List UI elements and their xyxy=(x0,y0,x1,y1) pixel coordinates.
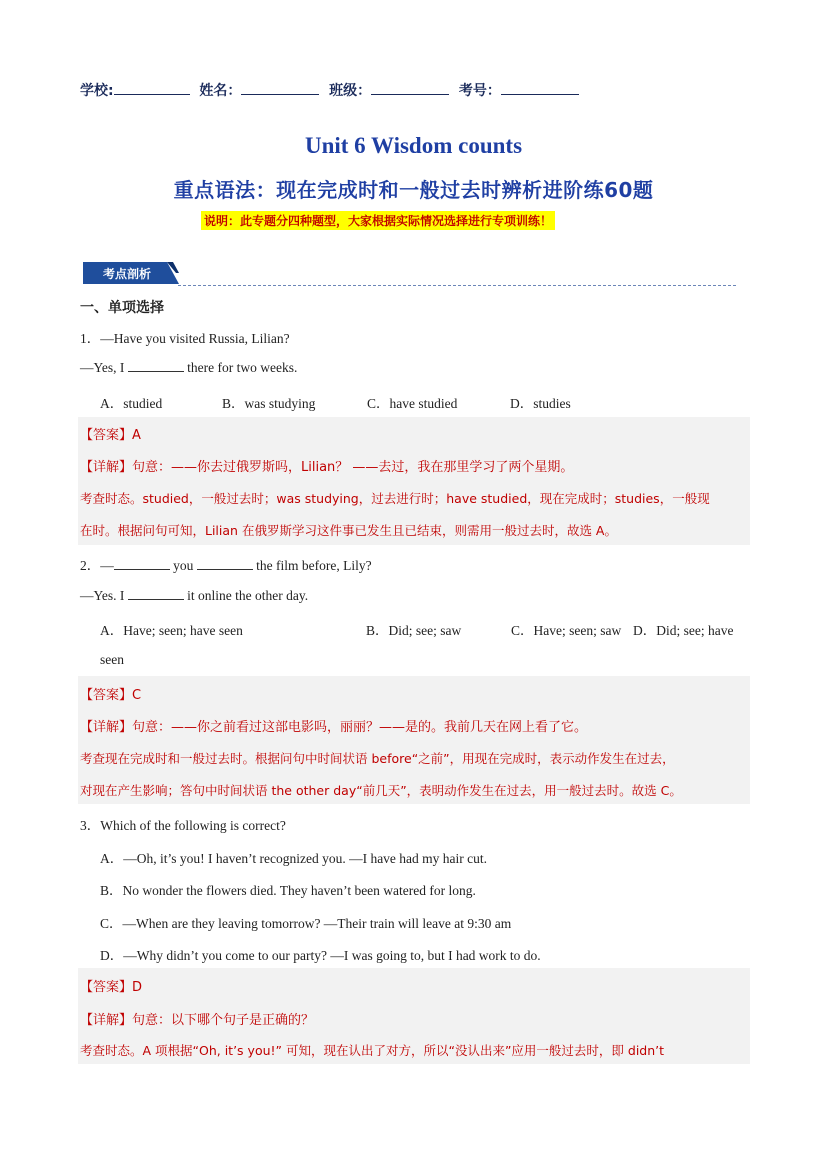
question-1-blank[interactable] xyxy=(128,359,184,372)
question-2-response-pre: —Yes. I xyxy=(80,588,128,603)
question-1-option-d[interactable]: D．studies xyxy=(510,396,571,411)
question-1-option-c[interactable]: C．have studied xyxy=(367,396,458,411)
question-1-detail-label: 【详解】 xyxy=(80,460,133,475)
question-3-detail-text-1: 句意：以下哪个句子是正确的？ xyxy=(132,1013,315,1028)
school-label: 学校: xyxy=(80,83,114,99)
question-2-option-b[interactable]: B．Did; see; saw xyxy=(366,623,462,638)
question-3-option-d[interactable]: D．—Why didn’t you come to our party? —I was going to, but I had work to do. xyxy=(100,948,541,963)
class-label: 班级： xyxy=(329,83,372,99)
question-1-detail-line-3: 在时。根据问句可知，Lilian 在俄罗斯学习这件事已发生且已结束，则需用一般过去时，故选 A。 xyxy=(80,523,617,538)
question-1-option-b[interactable]: B．was studying xyxy=(222,396,316,411)
page-title: Unit 6 Wisdom counts xyxy=(304,133,523,158)
question-1-detail-line-1 xyxy=(80,456,573,475)
section-tag xyxy=(83,260,179,286)
instruction-note: 说明：此专题分四种题型，大家根据实际情况选择进行专项训练！ xyxy=(201,211,555,230)
question-2-response-post: it online the other day. xyxy=(183,588,309,603)
question-1-response-post: there for two weeks. xyxy=(183,360,298,375)
name-label: 姓名： xyxy=(199,83,242,99)
question-1-response-pre: —Yes, I xyxy=(80,360,128,375)
class-field[interactable] xyxy=(371,80,449,95)
question-2-answer-label: 【答案】 xyxy=(80,688,133,703)
question-3-detail-label: 【详解】 xyxy=(80,1013,133,1028)
question-3-answer xyxy=(80,976,142,995)
question-1-answer xyxy=(80,424,141,443)
question-2-option-a[interactable]: A．Have; seen; have seen xyxy=(100,623,243,638)
question-2-stem xyxy=(80,554,372,574)
exam-no-label: 考号： xyxy=(458,83,501,99)
question-2-detail-line-2: 考查现在完成时和一般过去时。根据问句中时间状语 before“之前”，用现在完成时，表示动作发生在过去， xyxy=(80,751,675,766)
question-2-stem-a: 2．— xyxy=(80,558,114,573)
question-2-blank-1[interactable] xyxy=(114,557,170,570)
question-2-detail-text-1: 句意：——你之前看过这部电影吗，丽丽？——是的。我前几天在网上看了它。 xyxy=(132,720,588,735)
question-2-option-d[interactable]: D．Did; see; have xyxy=(633,623,734,638)
question-3-option-b[interactable]: B．No wonder the flowers died. They haven’t been watered for long. xyxy=(100,883,476,898)
question-1-answer-value: A xyxy=(132,428,141,443)
question-2-answer xyxy=(80,684,141,703)
question-1-response xyxy=(80,359,297,376)
question-1-detail-line-2: 考查时态。studied，一般过去时；was studying，过去进行时；have studied，现在完成时；studies，一般现 xyxy=(80,491,710,506)
question-2-detail-line-3: 对现在产生影响；答句中时间状语 the other day“前几天”，表明动作发生在过去，用一般过去时。故选 C。 xyxy=(80,783,682,798)
question-1-stem: 1．—Have you visited Russia, Lilian? xyxy=(80,331,290,346)
question-3-answer-value: D xyxy=(132,980,143,995)
page-subtitle: 重点语法：现在完成时和一般过去时辨析进阶练60题 xyxy=(173,178,654,202)
school-field[interactable] xyxy=(114,80,190,95)
question-2-option-d-wrap: seen xyxy=(100,652,124,667)
exam-no-field[interactable] xyxy=(501,80,579,95)
question-1-detail-text-1: 句意：——你去过俄罗斯吗，Lilian？ ——去过，我在那里学习了两个星期。 xyxy=(132,460,574,475)
name-field[interactable] xyxy=(241,80,319,95)
question-3-option-c[interactable]: C．—When are they leaving tomorrow? —Their train will leave at 9:30 am xyxy=(100,916,512,931)
question-2-stem-b: you xyxy=(169,558,197,573)
question-1-answer-label: 【答案】 xyxy=(80,428,133,443)
section-tag-label: 考点剖析 xyxy=(103,267,152,281)
question-2-response xyxy=(80,587,308,604)
question-2-answer-value: C xyxy=(132,688,142,703)
section-divider xyxy=(178,285,736,286)
question-2-stem-c: the film before, Lily? xyxy=(252,558,372,573)
question-3-answer-label: 【答案】 xyxy=(80,980,133,995)
section-heading: 一、单项选择 xyxy=(80,300,164,316)
question-3-option-a[interactable]: A．—Oh, it’s you! I haven’t recognized you. —I have had my hair cut. xyxy=(100,851,488,866)
student-info-line xyxy=(80,80,579,100)
question-2-blank-3[interactable] xyxy=(128,587,184,600)
question-1-option-a[interactable]: A．studied xyxy=(100,396,163,411)
question-3-detail-line-1 xyxy=(80,1009,314,1028)
question-2-blank-2[interactable] xyxy=(197,557,253,570)
question-2-option-c[interactable]: C．Have; seen; saw xyxy=(511,623,622,638)
question-3-detail-line-2: 考查时态。A 项根据“Oh, it’s you!” 可知，现在认出了对方，所以“没认出来”应用一般过去时，即 didn’t xyxy=(80,1043,665,1058)
question-3-stem: 3．Which of the following is correct? xyxy=(80,818,286,833)
question-2-detail-label: 【详解】 xyxy=(80,720,133,735)
question-2-detail-line-1 xyxy=(80,716,587,735)
